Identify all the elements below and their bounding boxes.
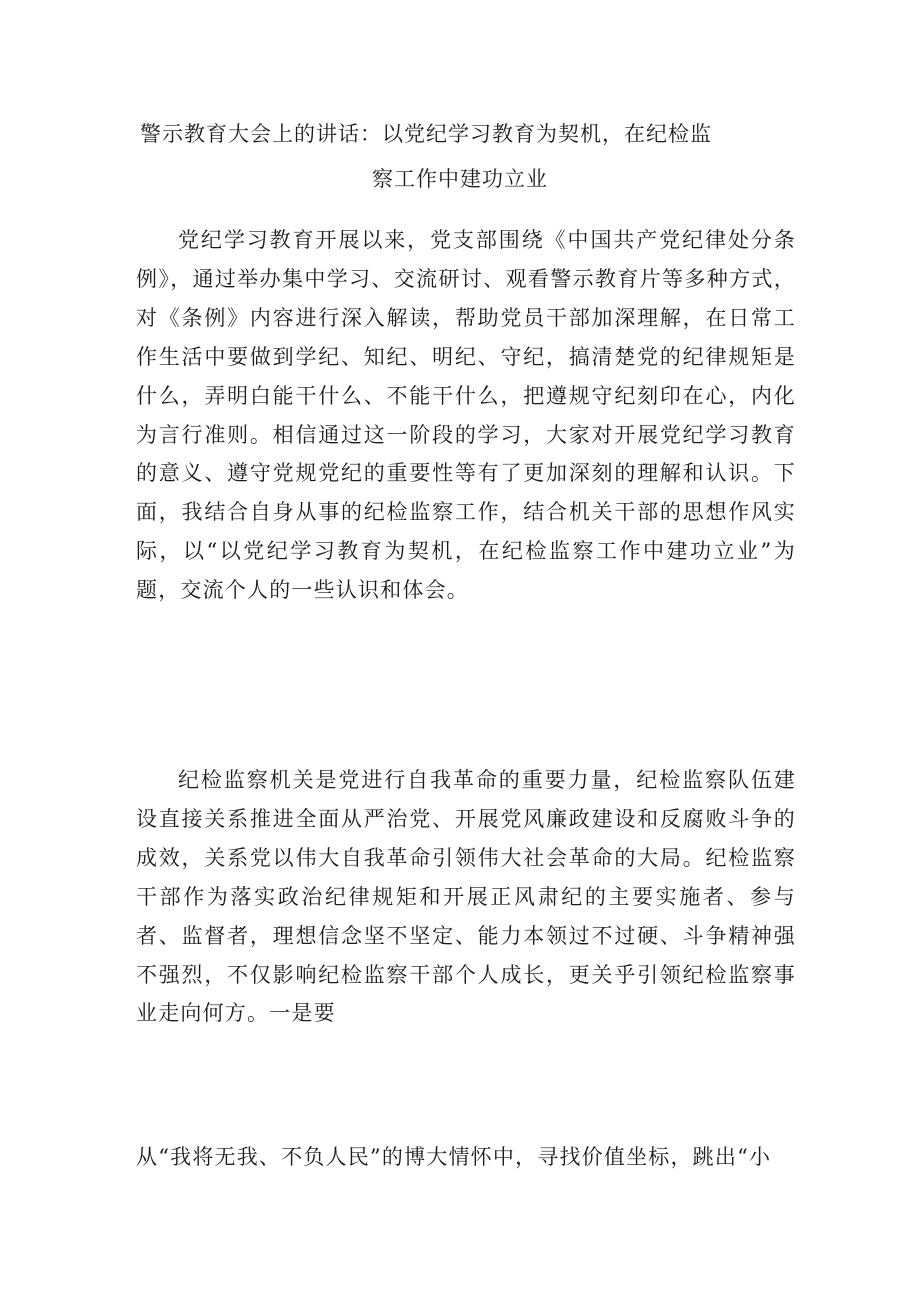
title-line-1: 警示教育大会上的讲话：以党纪学习教育为契机，在纪检监 xyxy=(140,122,712,146)
paragraph-discipline-inspection: 纪检监察机关是党进行自我革命的重要力量，纪检监察队伍建设直接关系推进全面从严治党、开展党风廉政建设和反腐败斗争的成效，关系党以伟大自我革命引领伟大社会革命的大局。纪检监察干部作为落实政治纪律规矩和开展正风肃纪的主要实施者、参与者、监督者，理想信念坚不坚定、能力本领过不过硬、斗争精神强不强烈，不仅影响纪检监察干部个人成长，更关乎引领纪检监察事业走向何方。一是要 xyxy=(136,768,796,1026)
paragraph-continuation: 从“我将无我、不负人民”的博大情怀中，寻找价值坐标，跳出“小 xyxy=(136,1145,772,1169)
paragraph-intro: 党纪学习教育开展以来，党支部围绕《中国共产党纪律处分条例》，通过举办集中学习、交流研讨、观看警示教育片等多种方式，对《条例》内容进行深入解读，帮助党员干部加深理解，在日常工作生活中要做到学纪、知纪、明纪、守纪，搞清楚党的纪律规矩是什么，弄明白能干什么、不能干什么，把遵规守纪刻印在心，内化为言行准则。相信通过这一阶段的学习，大家对开展党纪学习教育的意义、遵守党规党纪的重要性等有了更加深刻的理解和认识。下面，我结合自身从事的纪检监察工作，结合机关干部的思想作风实际，以“以党纪学习教育为契机，在纪检监察工作中建功立业”为题，交流个人的一些认识和体会。 xyxy=(136,228,796,603)
document-title xyxy=(140,112,780,202)
title-line-2: 察工作中建功立业 xyxy=(372,167,548,191)
